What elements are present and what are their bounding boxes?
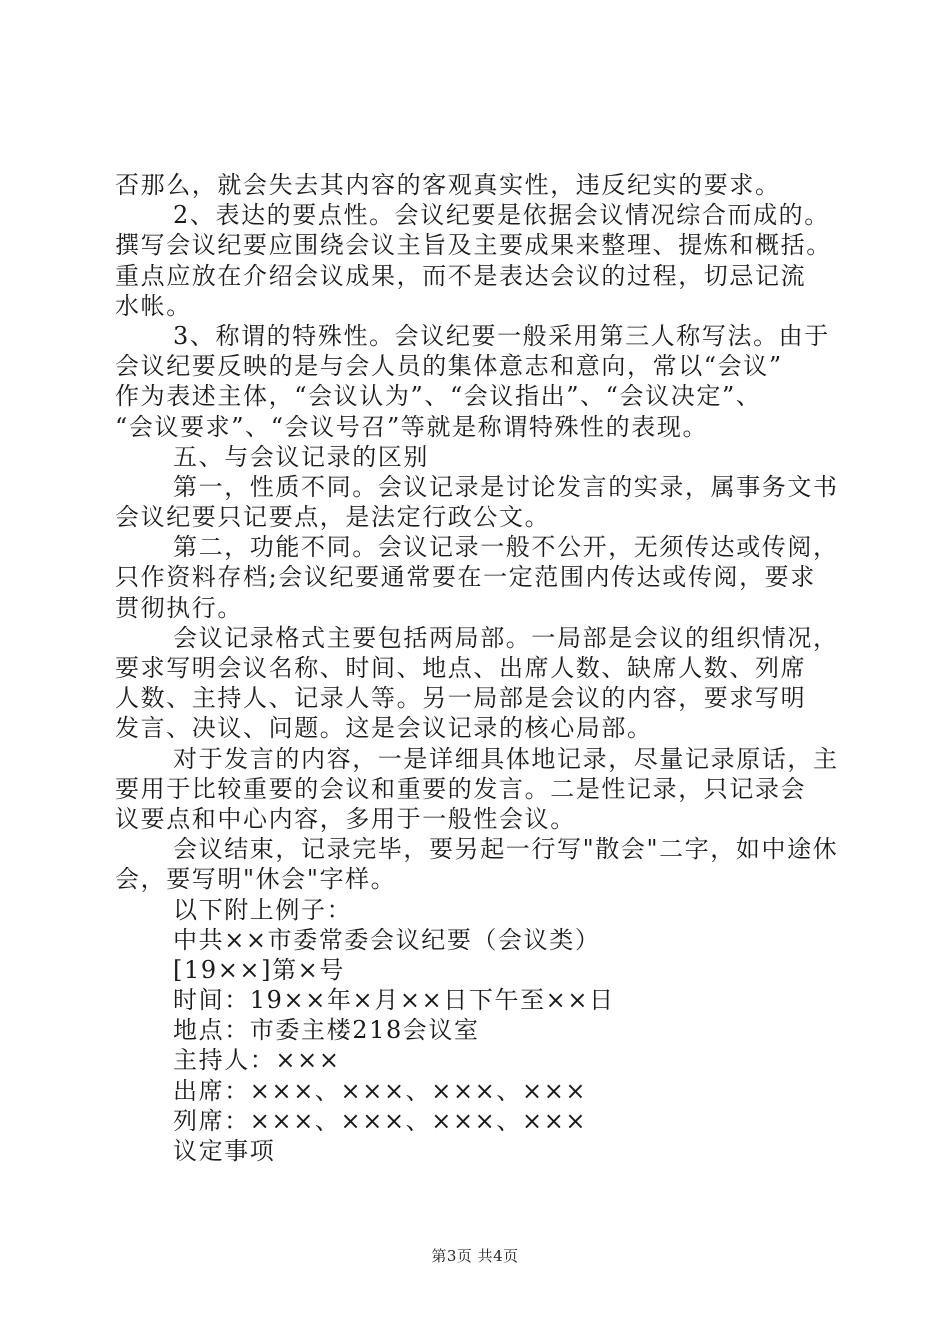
example-title: 中共××市委常委会议纪要（会议类）	[173, 925, 601, 954]
text-line: 第一，性质不同。会议记录是讨论发言的实录，属事务文书	[173, 472, 839, 501]
example-attendees: 出席：×××、×××、×××、×××	[173, 1076, 588, 1105]
text-line: 要用于比较重要的会议和重要的发言。二是性记录，只记录会	[115, 774, 807, 803]
text-line: 3、称谓的特殊性。会议纪要一般采用第三人称写法。由于	[173, 321, 830, 350]
document-body	[115, 170, 839, 1166]
text-line: 作为表述主体，“会议认为”、“会议指出”、“会议决定”、	[115, 382, 762, 411]
text-line: 2、表达的要点性。会议纪要是依据会议情况综合而成的。	[173, 201, 830, 230]
text-line: 会议纪要反映的是与会人员的集体意志和意向，常以“会议”	[115, 352, 783, 381]
example-time: 时间：19××年×月××日下午至××日	[173, 986, 615, 1015]
text-line: 会，要写明"休会"字样。	[115, 865, 397, 894]
text-line: 议要点和中心内容，多用于一般性会议。	[115, 804, 576, 833]
text-line: 第二，功能不同。会议记录一般不公开，无须传达或传阅，	[173, 533, 839, 562]
example-host: 主持人：×××	[173, 1046, 341, 1075]
text-line: 否那么，就会失去其内容的客观真实性，违反纪实的要求。	[115, 171, 781, 199]
text-line: “会议要求”、“会议号召”等就是称谓特殊性的表现。	[115, 412, 709, 441]
text-line: 对于发言的内容，一是详细具体地记录，尽量记录原话，主	[173, 744, 839, 773]
text-line: 水帐。	[115, 291, 192, 320]
text-line: 会议纪要只记要点，是法定行政公文。	[115, 503, 551, 532]
text-line: 贯彻执行。	[115, 593, 243, 622]
text-line: 会议结束，记录完毕，要另起一行写"散会"二字，如中途休	[173, 835, 839, 864]
text-line: 发言、决议、问题。这是会议记录的核心局部。	[115, 714, 653, 743]
text-line: 以下附上例子：	[173, 895, 353, 924]
example-observers: 列席：×××、×××、×××、×××	[173, 1106, 588, 1135]
example-agenda-heading: 议定事项	[173, 1137, 276, 1165]
text-line: 撰写会议纪要应围绕会议主旨及主要成果来整理、提炼和概括。	[115, 231, 832, 260]
text-line: 人数、主持人、记录人等。另一局部是会议的内容，要求写明	[115, 684, 807, 713]
text-line: 会议记录格式主要包括两局部。一局部是会议的组织情况，	[173, 623, 839, 652]
example-location: 地点：市委主楼218会议室	[173, 1016, 480, 1045]
example-number: [19××]第×号	[173, 955, 345, 984]
text-line: 重点应放在介绍会议成果，而不是表达会议的过程，切忌记流	[115, 261, 807, 290]
page-number: 第3页 共4页	[431, 1247, 519, 1265]
text-line: 要求写明会议名称、时间、地点、出席人数、缺席人数、列席	[115, 654, 807, 682]
section-heading: 五、与会议记录的区别	[173, 442, 429, 471]
text-line: 只作资料存档;会议纪要通常要在一定范围内传达或传阅，要求	[115, 563, 816, 592]
